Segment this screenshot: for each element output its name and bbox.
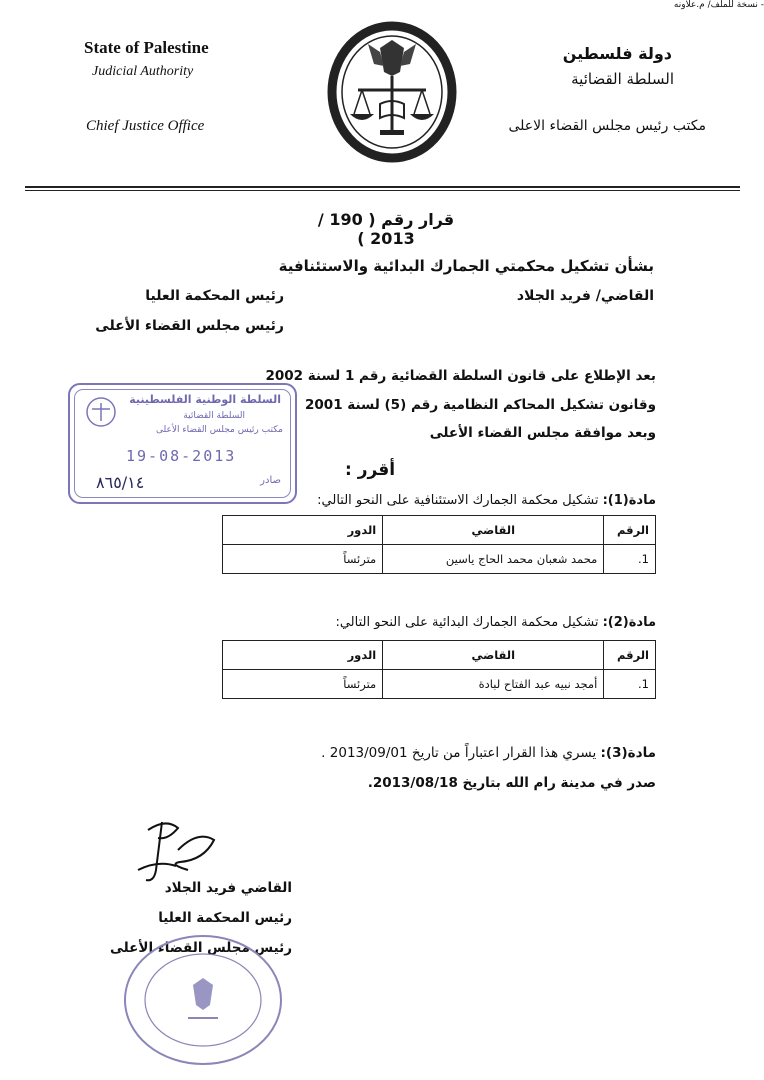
header-role: الدور [223,641,383,670]
stamp-emblem-icon [84,395,118,429]
article-1 [317,493,656,508]
preamble-line-1: بعد الإطلاع على قانون السلطة القضائية رقم 1 لسنة 2002 [265,368,656,384]
table-header-row [223,516,656,545]
cell-number: 1. [604,545,656,574]
arabic-office: مكتب رئيس مجلس القضاء الاعلى [508,118,706,134]
table-row [223,545,656,574]
signature-title-1: رئيس المحكمة العليا [158,910,292,926]
handwritten-signature [118,810,228,890]
stamp-date: 19-08-2013 [126,447,237,465]
article-1-text: تشكيل محكمة الجمارك الاستئنافية على النحو التالي: [317,493,599,508]
article-1-label: مادة(1): [602,493,656,508]
issuer-title-1: رئيس المحكمة العليا [145,288,284,304]
arabic-authority: السلطة القضائية [571,70,674,88]
article-3-text: يسري هذا القرار اعتباراً من تاريخ 2013/09/01 . [321,745,597,761]
header-divider [25,186,740,188]
issued-statement: صدر في مدينة رام الله بتاريخ 2013/08/18. [367,775,656,791]
article-2-text: تشكيل محكمة الجمارك البدائية على النحو التالي: [335,615,599,630]
signature-title-2: رئيس مجلس القضاء الأعلى [110,940,292,956]
stamp-outgoing-label: صادر [260,475,281,486]
cell-number: 1. [604,670,656,699]
official-seal-icon [118,930,288,1070]
issuer-title-2: رئيس مجلس القضاء الأعلى [95,318,284,334]
preamble-line-2: وقانون تشكيل المحاكم النظامية رقم (5) لسنة 2001 [305,397,656,413]
stamp-line-1: السلطة الوطنية الفلسطينية [129,393,281,406]
header-number: الرقم [604,516,656,545]
article-3 [321,745,656,761]
judicial-emblem-icon [318,14,466,166]
article-2 [335,615,656,630]
table-row [223,670,656,699]
stamp-outgoing-number: ٨٦٥/١٤ [96,473,145,492]
arabic-state-title: دولة فلسطين [562,44,672,63]
cell-role: مترئساً [223,545,383,574]
article-2-label: مادة(2): [602,615,656,630]
decision-number: قرار رقم ( 190 / 2013 ) [317,210,455,248]
article-1-table [222,515,656,574]
cell-judge: أمجد نبيه عبد الفتاح لبادة [383,670,604,699]
header-judge: القاضي [383,516,604,545]
copy-note: - نسخة للملف/ م.علاونه [673,0,764,10]
header-role: الدور [223,516,383,545]
english-office: Chief Justice Office [86,118,205,134]
decision-subject: بشأن تشكيل محكمتي الجمارك البدائية والاستئنافية [278,257,654,275]
received-stamp [68,383,297,504]
decided-heading: أقرر : [345,460,396,480]
table-header-row [223,641,656,670]
preamble-line-3: وبعد موافقة مجلس القضاء الأعلى [429,425,656,441]
article-2-table [222,640,656,699]
english-state-title: State of Palestine [84,38,209,57]
article-3-label: مادة(3): [600,745,656,761]
cell-judge: محمد شعبان محمد الحاج ياسين [383,545,604,574]
header-number: الرقم [604,641,656,670]
header-judge: القاضي [383,641,604,670]
stamp-line-2: السلطة القضائية [183,411,245,421]
header-divider-thin [25,190,740,191]
english-authority: Judicial Authority [92,64,194,79]
cell-role: مترئساً [223,670,383,699]
stamp-line-3: مكتب رئيس مجلس القضاء الأعلى [156,425,283,435]
signature-name: القاضي فريد الجلاد [164,880,292,896]
issuer-name: القاضي/ فريد الجلاد [516,288,654,304]
